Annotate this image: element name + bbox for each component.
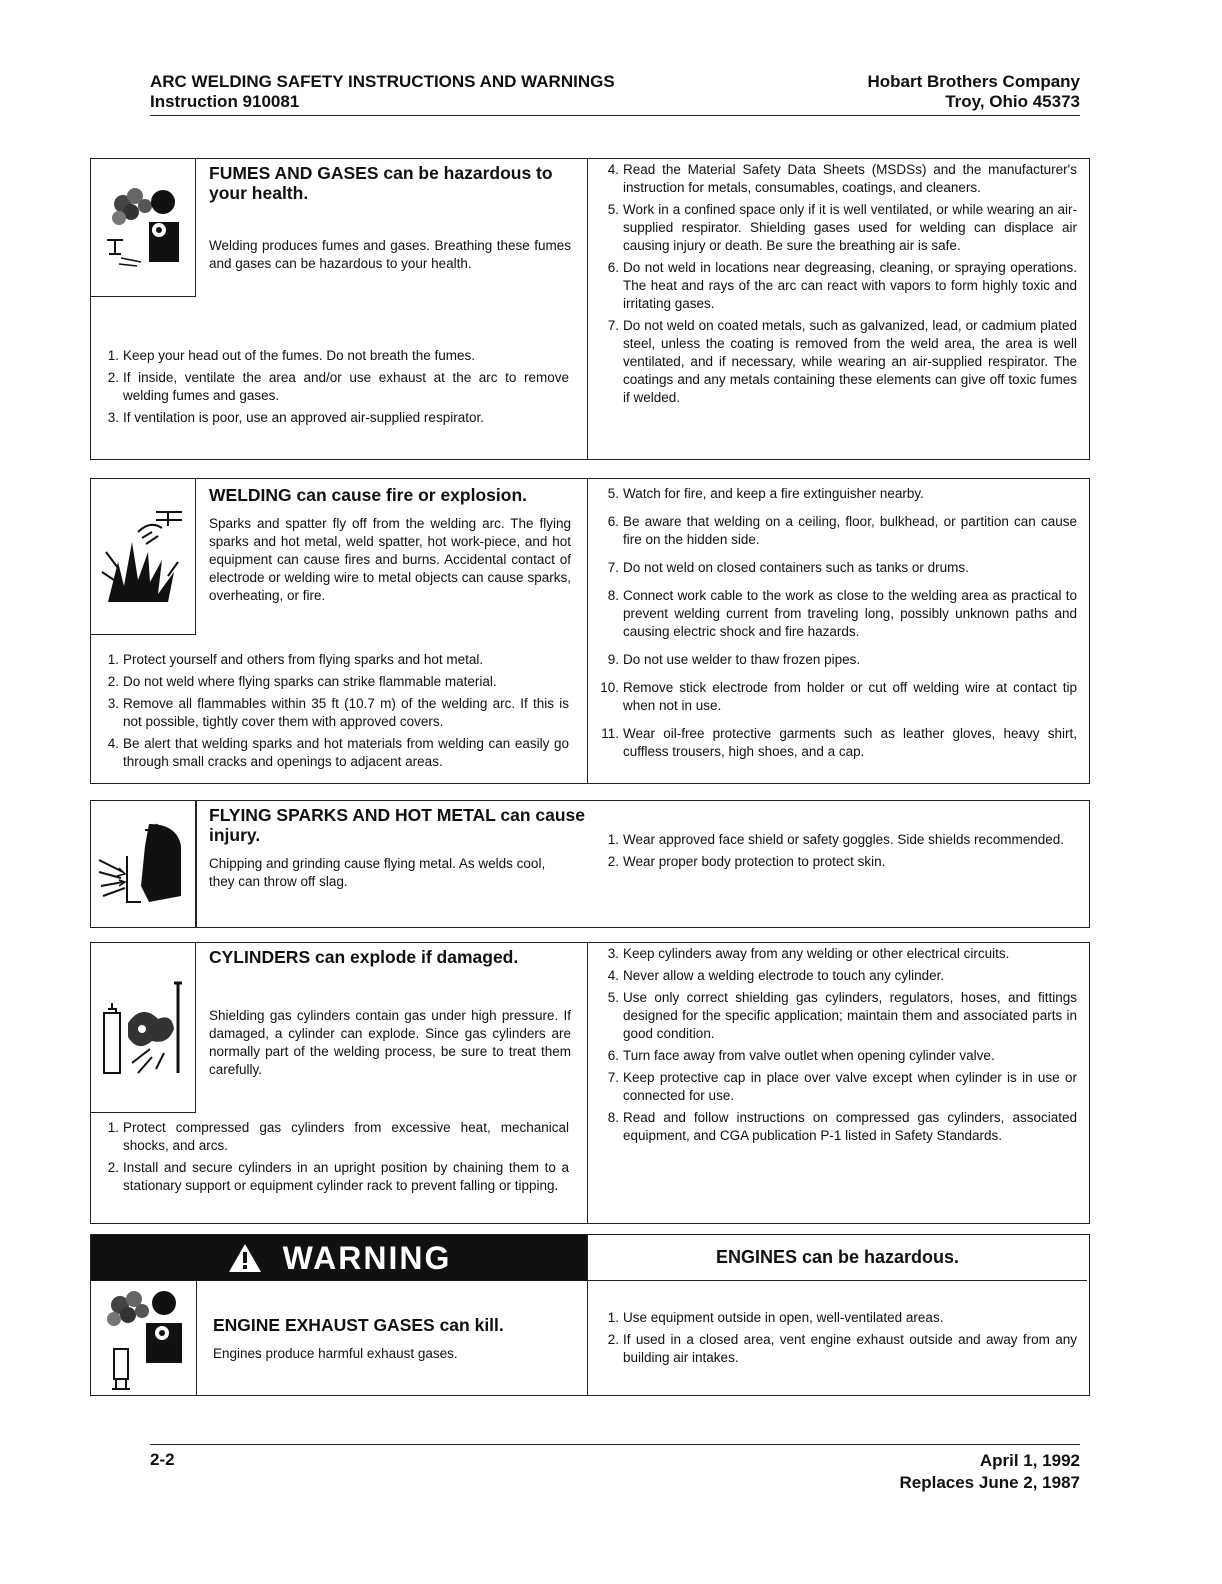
list-item: 2. If inside, ventilate the area and/or use exhaust at the arc to remove welding fumes and gases. (107, 370, 569, 403)
fumes-hazard-icon (101, 178, 185, 278)
engines-right-list (599, 1309, 1077, 1371)
list-item: 2. Wear proper body protection to protect skin. (607, 854, 886, 869)
warning-label: WARNING (282, 1239, 452, 1276)
fumes-right-list (599, 161, 1077, 411)
fire-column-divider (587, 479, 588, 783)
engines-intro: Engines produce harmful exhaust gases. (213, 1346, 458, 1361)
engine-exhaust-icon (100, 1285, 188, 1393)
page-number: 2-2 (150, 1450, 175, 1469)
face-shield-icon (97, 816, 189, 912)
list-item: 3. Remove all flammables within 35 ft (10.7 m) of the welding arc. If this is not possible, tightly cover them with approved covers. (107, 696, 569, 729)
list-item: 3. If ventilation is poor, use an approved air-supplied respirator. (107, 410, 484, 425)
fumes-icon-box (91, 159, 196, 297)
company-name: Hobart Brothers Company (867, 72, 1080, 91)
sparks-title: FLYING SPARKS AND HOT METAL can cause injury. (209, 805, 585, 845)
list-item: 5. Work in a confined space only if it is well ventilated, or while wearing an air-supplied respirator. Shielding gases used for welding can displace air causing injury or death. Be sure the breathing air is safe. (607, 202, 1077, 253)
engines-column-divider (587, 1281, 588, 1395)
engines-section (90, 1234, 1090, 1396)
list-item: 2. Do not weld where flying sparks can strike flammable material. (107, 674, 497, 689)
document-header-left (150, 72, 615, 112)
sparks-section (90, 800, 1090, 928)
instruction-number: Instruction 910081 (150, 92, 300, 111)
engines-icon-box (91, 1283, 196, 1395)
list-item: 4. Never allow a welding electrode to touch any cylinder. (607, 968, 945, 983)
list-item: 8. Read and follow instructions on compressed gas cylinders, associated equipment, and CGA publication P-1 listed in Safety Standards. (607, 1110, 1077, 1143)
list-item: 7. Do not weld on coated metals, such as galvanized, lead, or cadmium plated steel, unless the coating is removed from the weld area, the area is well ventilated, and if necessary, while wearing an air-supplied respirator. The coatings and any metals containing these elements can give off toxic fumes if welded. (607, 318, 1077, 405)
header-divider (150, 115, 1080, 116)
revision-date: April 1, 1992 (979, 1451, 1080, 1470)
list-item: 8. Connect work cable to the work as close to the welding area as practical to prevent welding current from traveling long, possibly unknown paths and causing electric shock and fire hazards. (607, 588, 1077, 639)
list-item: 6. Be aware that welding on a ceiling, floor, bulkhead, or partition can cause fire on the hidden side. (607, 514, 1077, 547)
list-item: 1. Protect yourself and others from flying sparks and hot metal. (107, 652, 484, 667)
list-item: 6. Do not weld in locations near degreasing, cleaning, or spraying operations. The heat and rays of the arc can react with vapors to form highly toxic and irritating gases. (607, 260, 1077, 311)
list-item: 1. Wear approved face shield or safety goggles. Side shields recommended. (607, 832, 1064, 847)
list-item: 5. Use only correct shielding gas cylinders, regulators, hoses, and fittings designed for the specific application; maintain them and associated parts in good condition. (607, 990, 1077, 1041)
fumes-title: FUMES AND GASES can be hazardous to your health. (209, 163, 553, 203)
list-item: 7. Do not weld on closed containers such as tanks or drums. (607, 560, 969, 575)
engines-title: ENGINE EXHAUST GASES can kill. (213, 1315, 504, 1335)
cylinders-intro: Shielding gas cylinders contain gas under high pressure. If damaged, a cylinder can explode. Since gas cylinders are normally part of the welding process, be sure to treat them carefully. (209, 1008, 571, 1077)
list-item: 1. Keep your head out of the fumes. Do not breath the fumes. (107, 348, 475, 363)
list-item: 6. Turn face away from valve outlet when opening cylinder valve. (607, 1048, 995, 1063)
fire-title: WELDING can cause fire or explosion. (209, 485, 527, 505)
fumes-column-divider (587, 159, 588, 459)
fumes-left-list (101, 347, 569, 431)
fire-intro: Sparks and spatter fly off from the welding arc. The flying sparks and hot metal, weld spatter, hot work-piece, and hot equipment can cause fires and burns. Accidental contact of electrode or welding wire to metal objects can cause sparks, overheating, or fire. (209, 516, 571, 603)
sparks-right-list (599, 831, 1077, 875)
sparks-intro: Chipping and grinding cause flying metal. As welds cool, they can throw off slag. (209, 856, 546, 889)
cylinders-title: CYLINDERS can explode if damaged. (209, 947, 519, 967)
document-footer-right (899, 1450, 1080, 1494)
engines-icon-divider (196, 1281, 197, 1395)
company-location: Troy, Ohio 45373 (945, 92, 1080, 111)
list-item: 1. Protect compressed gas cylinders from excessive heat, mechanical shocks, and arcs. (107, 1120, 569, 1153)
cylinders-icon-box (91, 943, 196, 1113)
cylinder-explosion-icon (98, 973, 188, 1083)
list-item: 2. If used in a closed area, vent engine exhaust outside and away from any building air intakes. (607, 1332, 1077, 1365)
list-item: 10. Remove stick electrode from holder or cut off welding wire at contact tip when not in use. (600, 680, 1077, 713)
warning-banner (91, 1235, 587, 1281)
cylinders-section (90, 942, 1090, 1224)
fire-icon-box (91, 479, 196, 635)
list-item: 3. Keep cylinders away from any welding or other electrical circuits. (607, 946, 1010, 961)
sparks-icon-box (91, 801, 196, 927)
sparks-column-divider (196, 801, 197, 927)
fumes-section (90, 158, 1090, 460)
list-item: 2. Install and secure cylinders in an upright position by chaining them to a stationary support or equipment cylinder rack to prevent falling or tipping. (107, 1160, 569, 1193)
document-title: ARC WELDING SAFETY INSTRUCTIONS AND WARNINGS (150, 72, 615, 91)
fumes-intro: Welding produces fumes and gases. Breathing these fumes and gases can be hazardous to your health. (209, 238, 571, 271)
fire-section (90, 478, 1090, 784)
fire-left-list (101, 651, 569, 775)
list-item: 1. Use equipment outside in open, well-ventilated areas. (607, 1310, 944, 1325)
list-item: 9. Do not use welder to thaw frozen pipes. (607, 652, 861, 667)
list-item: 4. Read the Material Safety Data Sheets (MSDSs) and the manufacturer's instruction for metals, consumables, coatings, and cleaners. (607, 162, 1077, 195)
cylinders-left-list (101, 1119, 569, 1199)
cylinders-right-list (599, 945, 1077, 1149)
list-item: 5. Watch for fire, and keep a fire extinguisher nearby. (607, 486, 924, 501)
document-header-right (867, 72, 1080, 112)
fire-explosion-icon (98, 502, 188, 612)
footer-divider (150, 1444, 1080, 1445)
list-item: 7. Keep protective cap in place over valve except when cylinder is in use or connected for use. (607, 1070, 1077, 1103)
fire-right-list (599, 485, 1077, 765)
engines-section-title: ENGINES can be hazardous. (587, 1235, 1087, 1281)
list-item: 11. Wear oil-free protective garments such as leather gloves, heavy shirt, cuffless trousers, high shoes, and a cap. (601, 726, 1077, 759)
replaces-date: Replaces June 2, 1987 (899, 1473, 1080, 1492)
list-item: 4. Be alert that welding sparks and hot materials from welding can easily go through small cracks and openings to adjacent areas. (107, 736, 569, 769)
warning-triangle-icon (227, 1242, 263, 1274)
cylinders-column-divider (587, 943, 588, 1223)
